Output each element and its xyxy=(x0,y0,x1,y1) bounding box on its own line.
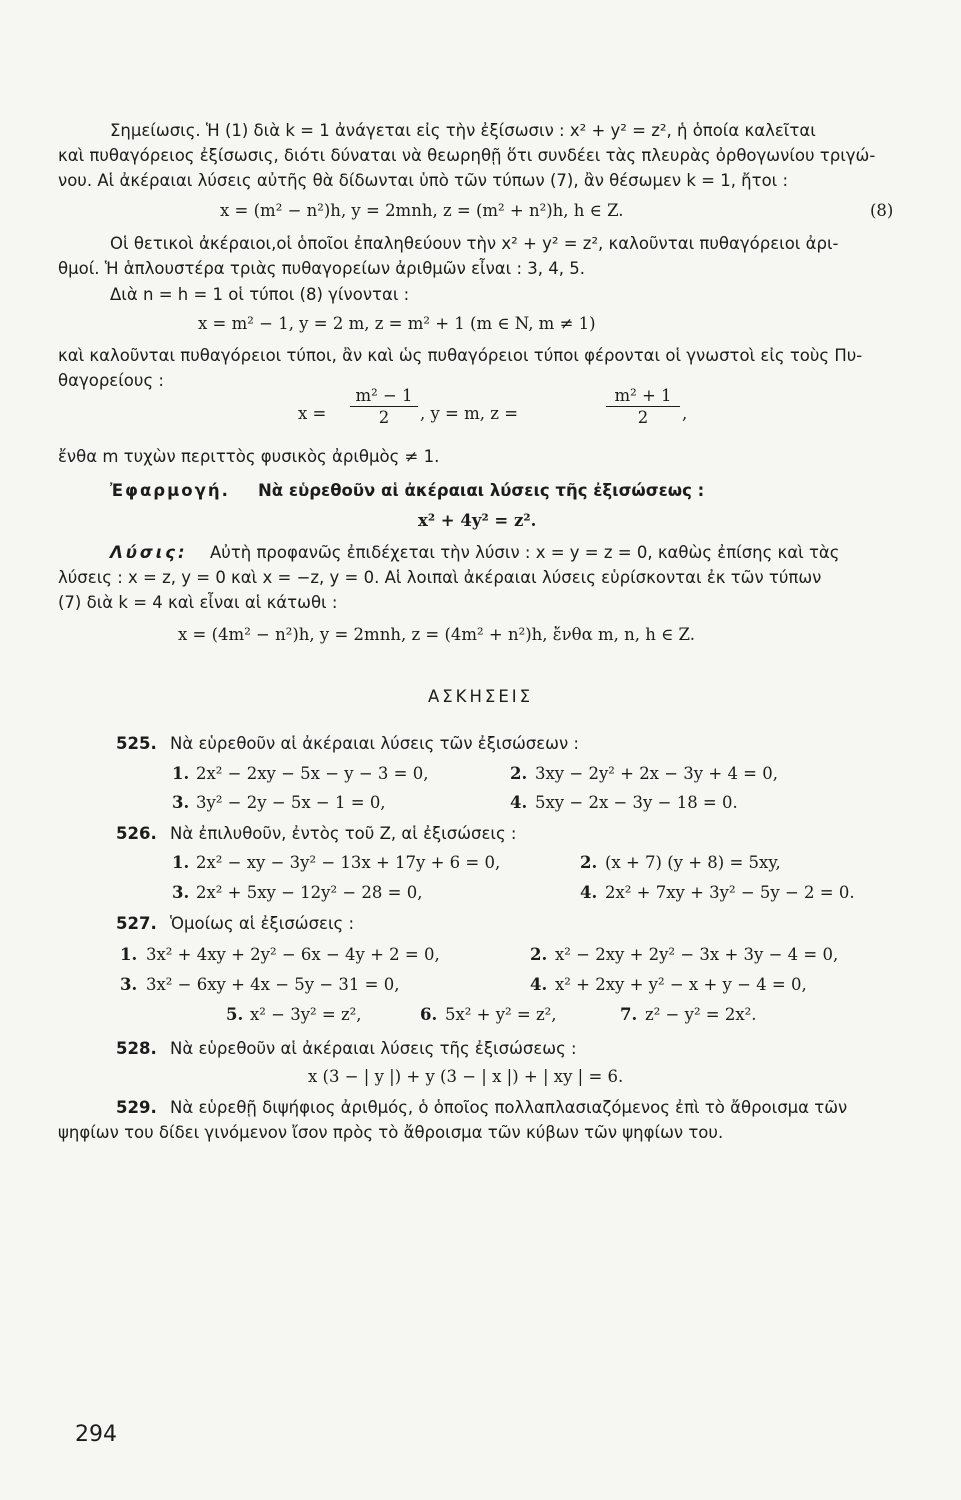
ex527-2-label: 2. xyxy=(530,945,548,964)
application-result: x = (4m² − n²)h, y = 2mnh, z = (4m² + n²)h, ἔνθα m, n, h ∈ Z. xyxy=(178,625,695,644)
ex527-5-label: 5. xyxy=(226,1005,244,1024)
solution-line-2: λύσεις : x = z, y = 0 καὶ x = −z, y = 0. Αἱ λοιπαὶ ἀκέραιαι λύσεις εὑρίσκονται ἐκ τῶν τύπων xyxy=(58,568,822,587)
ex527-2: x² − 2xy + 2y² − 3x + 3y − 4 = 0, xyxy=(555,945,839,964)
application-equation: x² + 4y² = z². xyxy=(418,511,537,530)
fraction-x xyxy=(350,386,418,427)
formula-8-tag: (8) xyxy=(870,201,894,220)
ex525-4-label: 4. xyxy=(510,793,528,812)
formula-8: x = (m² − n²)h, y = 2mnh, z = (m² + n²)h, h ∈ Z. xyxy=(220,201,624,220)
ex527-6-label: 6. xyxy=(420,1005,438,1024)
ex525-2: 3xy − 2y² + 2x − 3y + 4 = 0, xyxy=(535,764,778,783)
ex527-3: 3x² − 6xy + 4x − 5y − 31 = 0, xyxy=(146,975,400,994)
ex526-2-label: 2. xyxy=(580,853,598,872)
remark-line-4: Οἱ θετικοὶ ἀκέραιοι,οἱ ὁποῖοι ἐπαληθεύουν τὴν x² + y² = z², καλοῦνται πυθαγόρειοι ἀρι- xyxy=(110,234,839,253)
application-title: Νὰ εὑρεθοῦν αἱ ἀκέραιαι λύσεις τῆς ἐξισώσεως : xyxy=(258,481,705,500)
fraction-z-denominator: 2 xyxy=(637,408,649,427)
frac-end: , xyxy=(682,404,688,423)
ex527-7: z² − y² = 2x². xyxy=(645,1005,757,1024)
ex525-4: 5xy − 2x − 3y − 18 = 0. xyxy=(535,793,738,812)
application-heading: Ἐφαρμογή. xyxy=(110,481,230,500)
fraction-x-numerator: m² − 1 xyxy=(350,386,418,407)
ex525-2-label: 2. xyxy=(510,764,528,783)
remark-line-1: Σημείωσις. Ἡ (1) διὰ k = 1 ἀνάγεται εἰς τὴν ἐξίσωσιν : x² + y² = z², ἡ ὁποία καλεῖται xyxy=(110,121,816,140)
exercise-526-number: 526. xyxy=(116,824,157,843)
ex527-1-label: 1. xyxy=(120,945,138,964)
page-number: 294 xyxy=(75,1422,117,1447)
remark-line-6: Διὰ n = h = 1 οἱ τύποι (8) γίνονται : xyxy=(110,285,410,304)
exercise-527-number: 527. xyxy=(116,914,157,933)
ex528-equation: x (3 − | y |) + y (3 − | x |) + | xy | = 6. xyxy=(308,1067,624,1086)
ex526-3-label: 3. xyxy=(172,883,190,902)
fraction-z-numerator: m² + 1 xyxy=(606,386,680,407)
exercises-heading: ΑΣΚΗΣΕΙΣ xyxy=(427,687,534,706)
ex525-3-label: 3. xyxy=(172,793,190,812)
exercise-529-number: 529. xyxy=(116,1098,157,1117)
remark-line-odd: ἔνθα m τυχὼν περιττὸς φυσικὸς ἀριθμὸς ≠ 1. xyxy=(58,447,440,466)
exercise-526-text: Νὰ ἐπιλυθοῦν, ἐντὸς τοῦ Z, αἱ ἐξισώσεις : xyxy=(170,824,517,843)
ex527-4-label: 4. xyxy=(530,975,548,994)
exercise-528-text: Νὰ εὑρεθοῦν αἱ ἀκέραιαι λύσεις τῆς ἐξισώσεως : xyxy=(170,1039,577,1058)
remark-line-7: καὶ καλοῦνται πυθαγόρειοι τύποι, ἂν καὶ ὡς πυθαγόρειοι τύποι φέρονται οἱ γνωστοὶ εἰς τοὺς Πυ- xyxy=(58,346,863,365)
ex525-3: 3y² − 2y − 5x − 1 = 0, xyxy=(196,793,386,812)
exercise-525-number: 525. xyxy=(116,734,157,753)
ex527-7-label: 7. xyxy=(620,1005,638,1024)
exercise-525-text: Νὰ εὑρεθοῦν αἱ ἀκέραιαι λύσεις τῶν ἐξισώσεων : xyxy=(170,734,579,753)
ex526-1: 2x² − xy − 3y² − 13x + 17y + 6 = 0, xyxy=(196,853,501,872)
remark-line-8: θαγορείους : xyxy=(58,371,164,390)
fraction-z xyxy=(606,386,680,427)
remark-line-3: νου. Αἱ ἀκέραιαι λύσεις αὐτῆς θὰ δίδωνται ὑπὸ τῶν τύπων (7), ἂν θέσωμεν k = 1, ἤτοι : xyxy=(58,171,789,190)
exercise-529-text: Νὰ εὑρεθῇ διψήφιος ἀριθμός, ὁ ὁποῖος πολλαπλασιαζόμενος ἐπὶ τὸ ἄθροισμα τῶν xyxy=(170,1098,848,1117)
remark-line-5: θμοί. Ἡ ἁπλουστέρα τριὰς πυθαγορείων ἀριθμῶν εἶναι : 3, 4, 5. xyxy=(58,259,586,278)
ex525-1-label: 1. xyxy=(172,764,190,783)
ex526-3: 2x² + 5xy − 12y² − 28 = 0, xyxy=(196,883,423,902)
ex526-4: 2x² + 7xy + 3y² − 5y − 2 = 0. xyxy=(605,883,855,902)
solution-label: Λύσις: xyxy=(110,543,188,562)
ex527-1: 3x² + 4xy + 2y² − 6x − 4y + 2 = 0, xyxy=(146,945,440,964)
ex526-4-label: 4. xyxy=(580,883,598,902)
ex527-6: 5x² + y² = z², xyxy=(445,1005,557,1024)
ex525-1: 2x² − 2xy − 5x − y − 3 = 0, xyxy=(196,764,429,783)
solution-line-1: Αὐτὴ προφανῶς ἐπιδέχεται τὴν λύσιν : x = y = z = 0, καθὼς ἐπίσης καὶ τὰς xyxy=(210,543,840,562)
frac-x-label: x = xyxy=(298,404,327,423)
formula-m: x = m² − 1, y = 2 m, z = m² + 1 (m ∈ N, m ≠ 1) xyxy=(198,314,596,333)
frac-mid: , y = m, z = xyxy=(420,404,519,423)
ex527-4: x² + 2xy + y² − x + y − 4 = 0, xyxy=(555,975,807,994)
fraction-x-denominator: 2 xyxy=(378,408,390,427)
exercise-529-continuation: ψηφίων του δίδει γινόμενον ἴσον πρὸς τὸ ἄθροισμα τῶν κύβων τῶν ψηφίων του. xyxy=(58,1123,724,1142)
exercise-528-number: 528. xyxy=(116,1039,157,1058)
ex527-3-label: 3. xyxy=(120,975,138,994)
ex526-2: (x + 7) (y + 8) = 5xy, xyxy=(605,853,781,872)
exercise-527-text: Ὁμοίως αἱ ἐξισώσεις : xyxy=(170,914,355,933)
ex527-5: x² − 3y² = z², xyxy=(250,1005,362,1024)
remark-line-2: καὶ πυθαγόρειος ἐξίσωσις, διότι δύναται νὰ θεωρηθῇ ὅτι συνδέει τὰς πλευρὰς ὀρθογωνίου τριγώ- xyxy=(58,146,876,165)
ex526-1-label: 1. xyxy=(172,853,190,872)
solution-line-3: (7) διὰ k = 4 καὶ εἶναι αἱ κάτωθι : xyxy=(58,593,338,612)
